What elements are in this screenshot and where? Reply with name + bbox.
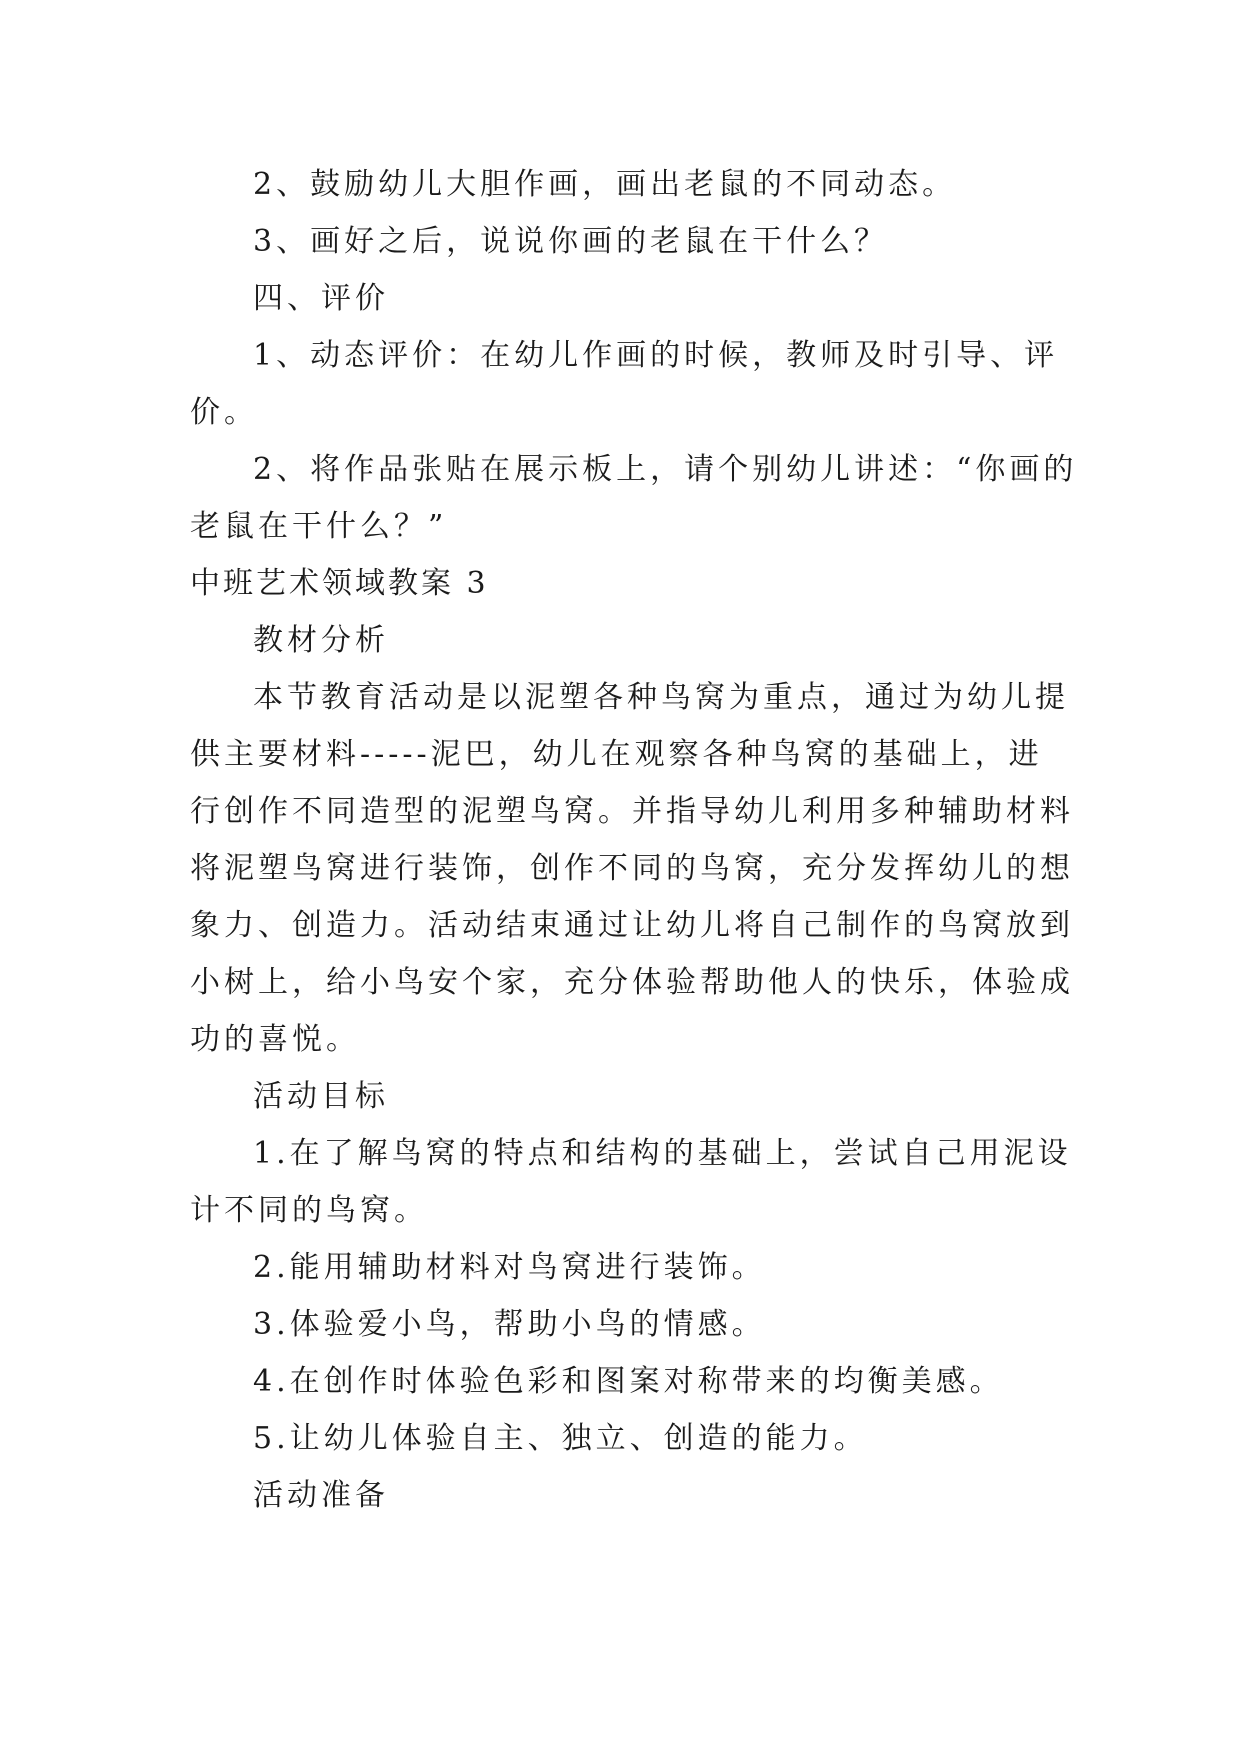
paragraph-line: 计不同的鸟窝。 bbox=[190, 1193, 428, 1228]
paragraph-line: 4.在创作时体验色彩和图案对称带来的均衡美感。 bbox=[253, 1364, 1004, 1399]
paragraph-line: 本节教育活动是以泥塑各种鸟窝为重点，通过为幼儿提 bbox=[253, 680, 1069, 715]
paragraph-line: 将泥塑鸟窝进行装饰，创作不同的鸟窝，充分发挥幼儿的想 bbox=[190, 851, 1074, 886]
document-title: 中班艺术领域教案 3 bbox=[190, 566, 489, 601]
section-heading: 活动准备 bbox=[253, 1478, 389, 1513]
section-heading: 四、评价 bbox=[253, 281, 389, 316]
paragraph-line: 功的喜悦。 bbox=[190, 1022, 360, 1057]
paragraph-line: 2、将作品张贴在展示板上，请个别幼儿讲述：“你画的 bbox=[253, 452, 1078, 487]
paragraph-line: 2、鼓励幼儿大胆作画，画出老鼠的不同动态。 bbox=[253, 167, 957, 202]
paragraph-line: 供主要材料-----泥巴，幼儿在观察各种鸟窝的基础上，进 bbox=[190, 737, 1043, 772]
paragraph-line: 2.能用辅助材料对鸟窝进行装饰。 bbox=[253, 1250, 766, 1285]
section-heading: 教材分析 bbox=[253, 623, 389, 658]
paragraph-line: 3、画好之后，说说你画的老鼠在干什么？ bbox=[253, 224, 889, 259]
paragraph-line: 价。 bbox=[190, 395, 258, 430]
paragraph-line: 小树上，给小鸟安个家，充分体验帮助他人的快乐，体验成 bbox=[190, 965, 1074, 1000]
paragraph-line: 老鼠在干什么？” bbox=[190, 509, 448, 544]
paragraph-line: 行创作不同造型的泥塑鸟窝。并指导幼儿利用多种辅助材料 bbox=[190, 794, 1074, 829]
paragraph-line: 象力、创造力。活动结束通过让幼儿将自己制作的鸟窝放到 bbox=[190, 908, 1074, 943]
paragraph-line: 3.体验爱小鸟，帮助小鸟的情感。 bbox=[253, 1307, 766, 1342]
paragraph-line: 1、动态评价：在幼儿作画的时候，教师及时引导、评 bbox=[253, 338, 1059, 373]
paragraph-line: 1.在了解鸟窝的特点和结构的基础上，尝试自己用泥设 bbox=[253, 1136, 1072, 1171]
paragraph-line: 5.让幼儿体验自主、独立、创造的能力。 bbox=[253, 1421, 868, 1456]
section-heading: 活动目标 bbox=[253, 1079, 389, 1114]
